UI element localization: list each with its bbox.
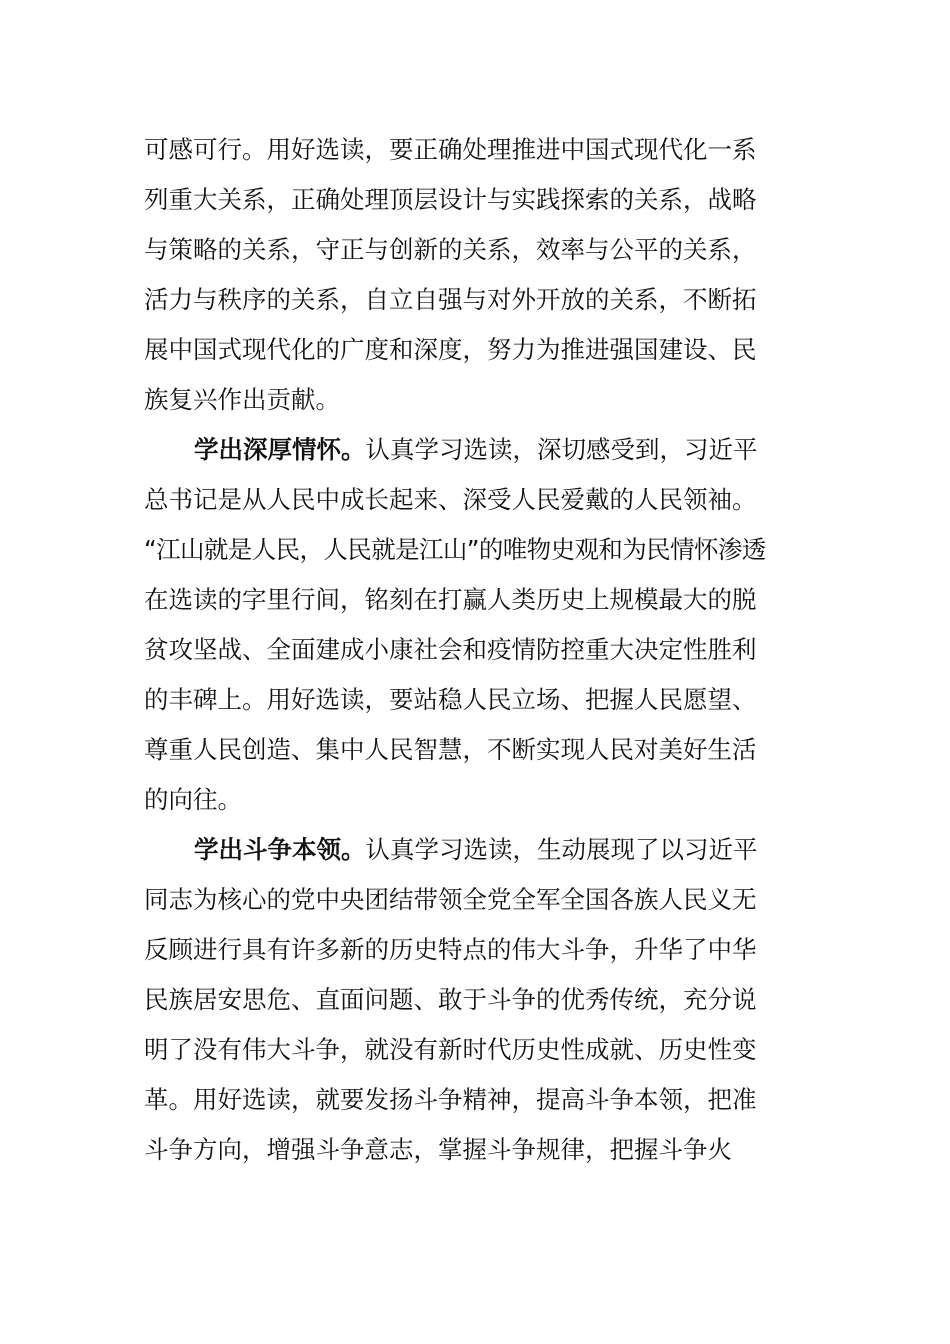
text-line: 族复兴作出贡献。 [144,385,340,414]
paragraph-text: 认真学习选读，生动展现了以习近平 [365,835,758,864]
text-line: 列重大关系，正确处理顶层设计与实践探索的关系，战略 [144,185,757,214]
text-line: 尊重人民创造、集中人民智慧，不断实现人民对美好生活 [144,735,757,764]
text-line: 反顾进行具有许多新的历史特点的伟大斗争，升华了中华 [144,935,757,964]
paragraph-heading: 学出深厚情怀。 [194,435,366,464]
text-line: 贫攻坚战、全面建成小康社会和疫情防控重大决定性胜利 [144,635,757,664]
text-line: “江山就是人民，人民就是江山”的唯物史观和为民情怀渗透 [144,535,766,564]
text-line: 的向往。 [144,785,242,814]
text-line: 同志为核心的党中央团结带领全党全军全国各族人民义无 [144,885,757,914]
text-line: 斗争方向，增强斗争意志，掌握斗争规律，把握斗争火 [144,1135,732,1164]
text-line: 革。用好选读，就要发扬斗争精神，提高斗争本领，把准 [144,1085,757,1114]
text-line [194,825,950,875]
text-line [194,425,950,475]
text-line: 展中国式现代化的广度和深度，努力为推进强国建设、民 [144,335,757,364]
text-line: 活力与秩序的关系，自立自强与对外开放的关系，不断拓 [144,285,757,314]
text-line: 的丰碑上。用好选读，要站稳人民立场、把握人民愿望、 [144,685,757,714]
text-line: 明了没有伟大斗争，就没有新时代历史性成就、历史性变 [144,1035,757,1064]
text-line: 在选读的字里行间，铭刻在打赢人类历史上规模最大的脱 [144,585,757,614]
text-line: 可感可行。用好选读，要正确处理推进中国式现代化一系 [144,135,757,164]
text-line: 与策略的关系，守正与创新的关系，效率与公平的关系， [144,235,757,264]
text-line: 民族居安思危、直面问题、敢于斗争的优秀传统，充分说 [144,985,757,1014]
paragraph-text: 认真学习选读，深切感受到，习近平 [365,435,758,464]
paragraph-heading: 学出斗争本领。 [194,835,366,864]
text-line: 总书记是从人民中成长起来、深受人民爱戴的人民领袖。 [144,485,757,514]
